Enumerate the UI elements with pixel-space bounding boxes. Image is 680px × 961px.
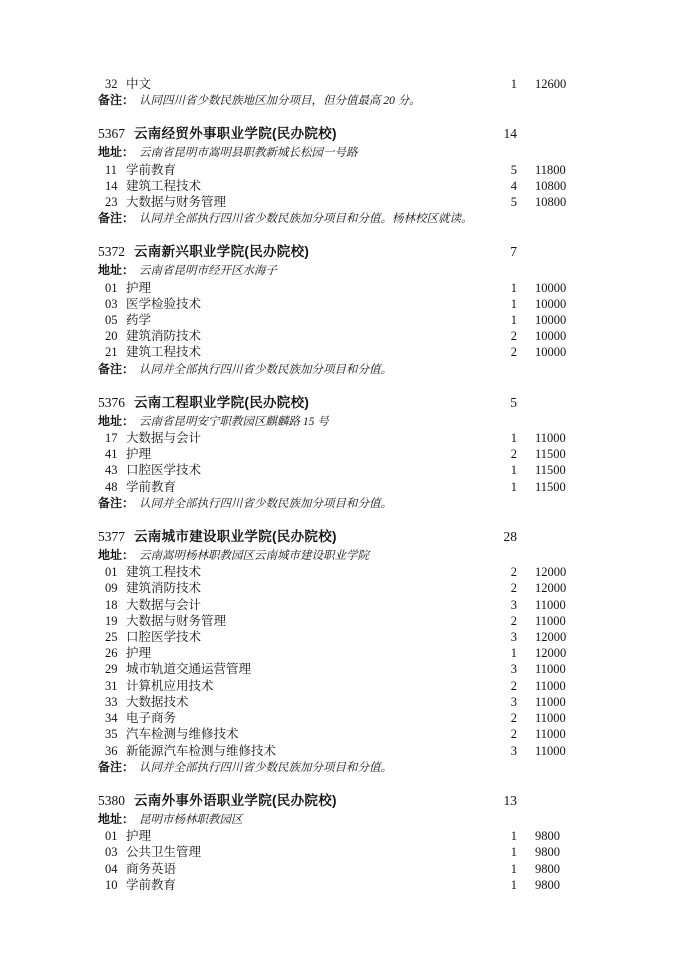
- program-name: 电子商务: [126, 711, 177, 726]
- note-label: 备注：: [98, 93, 135, 108]
- address-label: 地址：: [98, 263, 135, 278]
- program-code: 33: [105, 694, 118, 709]
- program-name: 新能源汽车检测与维修技术: [126, 743, 277, 758]
- program-name: 建筑消防技术: [126, 329, 202, 344]
- program-fee: 9800: [535, 877, 560, 892]
- program-row: [98, 479, 568, 495]
- program-row: [98, 344, 568, 360]
- school-header: [98, 242, 568, 262]
- program-fee: 11000: [535, 743, 566, 758]
- program-count: 2: [510, 678, 517, 693]
- school-header: [98, 791, 568, 811]
- address-text: 云南省昆明市经开区水海子: [139, 265, 278, 278]
- program-name: 建筑工程技术: [126, 178, 202, 193]
- program-code: 01: [105, 829, 118, 844]
- program-name: 口腔医学技术: [126, 630, 202, 645]
- address-row: [98, 413, 568, 430]
- program-row: [98, 597, 568, 613]
- address-label: 地址：: [98, 413, 135, 428]
- program-row: [98, 828, 568, 844]
- program-name: 护理: [126, 646, 152, 661]
- program-row: [98, 678, 568, 694]
- program-fee: 12600: [535, 77, 567, 91]
- program-count: 1: [510, 877, 517, 892]
- program-fee: 12000: [535, 565, 567, 580]
- program-name: 商务英语: [126, 861, 177, 876]
- program-code: 48: [105, 479, 118, 494]
- program-fee: 11000: [535, 613, 566, 628]
- program-row: [98, 726, 568, 742]
- program-fee: 12000: [535, 581, 567, 596]
- note-text: 认同并全部执行四川省少数民族加分项目和分值。: [139, 363, 393, 376]
- program-count: 2: [510, 329, 517, 344]
- program-name: 城市轨道交通运营管理: [126, 662, 252, 677]
- program-name: 公共卫生管理: [126, 845, 202, 860]
- program-count: 3: [510, 597, 517, 612]
- note-row: [98, 759, 568, 776]
- address-text: 昆明市杨林职教园区: [139, 813, 243, 826]
- address-label: 地址：: [98, 145, 135, 160]
- program-name: 护理: [126, 447, 152, 462]
- program-count: 1: [510, 431, 517, 446]
- program-row: [98, 743, 568, 759]
- program-name: 建筑工程技术: [126, 565, 202, 580]
- program-count: 1: [510, 313, 517, 328]
- program-name: 大数据与会计: [126, 431, 202, 446]
- program-count: 2: [510, 727, 517, 742]
- note-label: 备注：: [98, 759, 135, 774]
- program-fee: 10000: [535, 296, 567, 311]
- school-name: 云南经贸外事职业学院(民办院校): [134, 126, 337, 142]
- address-row: [98, 262, 568, 279]
- note-row: [98, 210, 568, 227]
- program-code: 35: [105, 727, 118, 742]
- program-code: 20: [105, 329, 118, 344]
- school-count: 13: [503, 792, 517, 808]
- program-row: [98, 613, 568, 629]
- address-text: 云南省昆明安宁职教园区麒麟路 15 号: [139, 415, 329, 428]
- program-row: [98, 76, 568, 92]
- program-row: [98, 462, 568, 478]
- program-count: 5: [510, 195, 517, 210]
- program-count: 1: [510, 77, 517, 91]
- program-count: 1: [510, 463, 517, 478]
- program-row: [98, 312, 568, 328]
- program-count: 5: [510, 162, 517, 177]
- program-name: 护理: [126, 829, 152, 844]
- note-label: 备注：: [98, 361, 135, 376]
- program-row: [98, 162, 568, 178]
- program-name: 计算机应用技术: [126, 678, 214, 693]
- note-text: 认同并全部执行四川省少数民族加分项目和分值。: [139, 761, 393, 774]
- program-row: [98, 194, 568, 210]
- address-label: 地址：: [98, 811, 135, 826]
- school-name: 云南外事外语职业学院(民办院校): [134, 792, 337, 808]
- program-row: [98, 844, 568, 860]
- program-code: 19: [105, 613, 118, 628]
- program-count: 3: [510, 743, 517, 758]
- address-text: 云南嵩明杨林职教园区云南城市建设职业学院: [139, 550, 370, 563]
- school-header: [98, 527, 568, 547]
- program-code: 36: [105, 743, 118, 758]
- program-row: [98, 564, 568, 580]
- program-fee: 10000: [535, 329, 567, 344]
- program-code: 43: [105, 463, 118, 478]
- program-fee: 11500: [535, 463, 566, 478]
- program-name: 建筑消防技术: [126, 581, 202, 596]
- program-count: 2: [510, 581, 517, 596]
- program-count: 1: [510, 296, 517, 311]
- address-text: 云南省昆明市嵩明县职教新城长松园一号路: [139, 147, 358, 160]
- program-row: [98, 645, 568, 661]
- note-label: 备注：: [98, 495, 135, 510]
- document-content: [98, 76, 568, 893]
- note-text: 认同四川省少数民族地区加分项目，但分值最高 20 分。: [139, 95, 421, 108]
- school-name: 云南城市建设职业学院(民办院校): [134, 529, 337, 545]
- program-count: 2: [510, 345, 517, 360]
- school-code: 5376: [98, 394, 125, 410]
- program-count: 1: [510, 646, 517, 661]
- program-count: 1: [510, 829, 517, 844]
- program-count: 1: [510, 479, 517, 494]
- program-code: 11: [105, 162, 118, 177]
- program-name: 大数据与财务管理: [126, 613, 227, 628]
- program-code: 31: [105, 678, 118, 693]
- school-count: 28: [503, 529, 517, 545]
- program-code: 09: [105, 581, 118, 596]
- note-label: 备注：: [98, 211, 135, 226]
- program-code: 10: [105, 877, 118, 892]
- program-name: 护理: [126, 280, 152, 295]
- program-name: 学前教育: [126, 162, 177, 177]
- program-row: [98, 861, 568, 877]
- program-fee: 11500: [535, 479, 566, 494]
- program-row: [98, 280, 568, 296]
- program-fee: 10000: [535, 313, 567, 328]
- address-row: [98, 811, 568, 828]
- program-code: 03: [105, 845, 118, 860]
- program-fee: 10800: [535, 178, 567, 193]
- program-code: 21: [105, 345, 118, 360]
- program-code: 17: [105, 431, 118, 446]
- program-code: 01: [105, 565, 118, 580]
- program-fee: 9800: [535, 845, 560, 860]
- program-code: 05: [105, 313, 118, 328]
- program-row: [98, 296, 568, 312]
- program-fee: 11000: [535, 431, 566, 446]
- program-code: 23: [105, 195, 118, 210]
- address-row: [98, 144, 568, 161]
- program-count: 2: [510, 447, 517, 462]
- program-count: 3: [510, 630, 517, 645]
- program-name: 口腔医学技术: [126, 463, 202, 478]
- program-count: 2: [510, 565, 517, 580]
- program-name: 大数据与财务管理: [126, 195, 227, 210]
- program-count: 4: [510, 178, 517, 193]
- program-fee: 10800: [535, 195, 567, 210]
- program-name: 医学检验技术: [126, 296, 202, 311]
- program-row: [98, 661, 568, 677]
- program-code: 01: [105, 280, 118, 295]
- address-label: 地址：: [98, 548, 135, 563]
- program-code: 32: [105, 77, 118, 91]
- program-fee: 11800: [535, 162, 566, 177]
- program-count: 3: [510, 662, 517, 677]
- program-row: [98, 629, 568, 645]
- program-name: 大数据技术: [126, 694, 189, 709]
- program-name: 建筑工程技术: [126, 345, 202, 360]
- program-code: 29: [105, 662, 118, 677]
- program-row: [98, 178, 568, 194]
- program-row: [98, 877, 568, 893]
- program-fee: 11500: [535, 447, 566, 462]
- program-fee: 11000: [535, 597, 566, 612]
- school-header: [98, 393, 568, 413]
- note-text: 认同并全部执行四川省少数民族加分项目和分值。杨林校区就读。: [139, 213, 473, 226]
- program-code: 03: [105, 296, 118, 311]
- program-count: 2: [510, 613, 517, 628]
- program-code: 04: [105, 861, 118, 876]
- program-count: 1: [510, 280, 517, 295]
- note-row: [98, 361, 568, 378]
- program-row: [98, 430, 568, 446]
- program-fee: 9800: [535, 861, 560, 876]
- note-row: [98, 495, 568, 512]
- program-count: 1: [510, 861, 517, 876]
- school-code: 5367: [98, 126, 125, 142]
- program-name: 中文: [126, 77, 152, 91]
- program-count: 3: [510, 694, 517, 709]
- program-code: 34: [105, 711, 118, 726]
- program-fee: 11000: [535, 711, 566, 726]
- school-name: 云南工程职业学院(民办院校): [134, 394, 310, 410]
- program-name: 汽车检测与维修技术: [126, 727, 239, 742]
- program-fee: 12000: [535, 630, 567, 645]
- program-row: [98, 446, 568, 462]
- program-fee: 10000: [535, 280, 567, 295]
- program-fee: 11000: [535, 694, 566, 709]
- note-row: [98, 92, 568, 109]
- program-fee: 9800: [535, 829, 560, 844]
- school-count: 7: [510, 244, 517, 260]
- school-code: 5372: [98, 244, 125, 260]
- program-code: 25: [105, 630, 118, 645]
- program-name: 大数据与会计: [126, 597, 202, 612]
- program-code: 18: [105, 597, 118, 612]
- program-name: 药学: [126, 313, 152, 328]
- program-fee: 11000: [535, 678, 566, 693]
- program-code: 41: [105, 447, 118, 462]
- note-text: 认同并全部执行四川省少数民族加分项目和分值。: [139, 497, 393, 510]
- school-count: 14: [503, 126, 517, 142]
- program-row: [98, 328, 568, 344]
- address-row: [98, 547, 568, 564]
- program-code: 26: [105, 646, 118, 661]
- program-row: [98, 580, 568, 596]
- program-count: 1: [510, 845, 517, 860]
- school-code: 5377: [98, 529, 125, 545]
- program-count: 2: [510, 711, 517, 726]
- program-fee: 10000: [535, 345, 567, 360]
- program-code: 14: [105, 178, 118, 193]
- school-code: 5380: [98, 792, 125, 808]
- school-header: [98, 124, 568, 144]
- program-fee: 11000: [535, 662, 566, 677]
- school-count: 5: [510, 394, 517, 410]
- program-row: [98, 694, 568, 710]
- program-fee: 11000: [535, 727, 566, 742]
- program-name: 学前教育: [126, 479, 177, 494]
- program-fee: 12000: [535, 646, 567, 661]
- program-name: 学前教育: [126, 877, 177, 892]
- school-name: 云南新兴职业学院(民办院校): [134, 244, 310, 260]
- program-row: [98, 710, 568, 726]
